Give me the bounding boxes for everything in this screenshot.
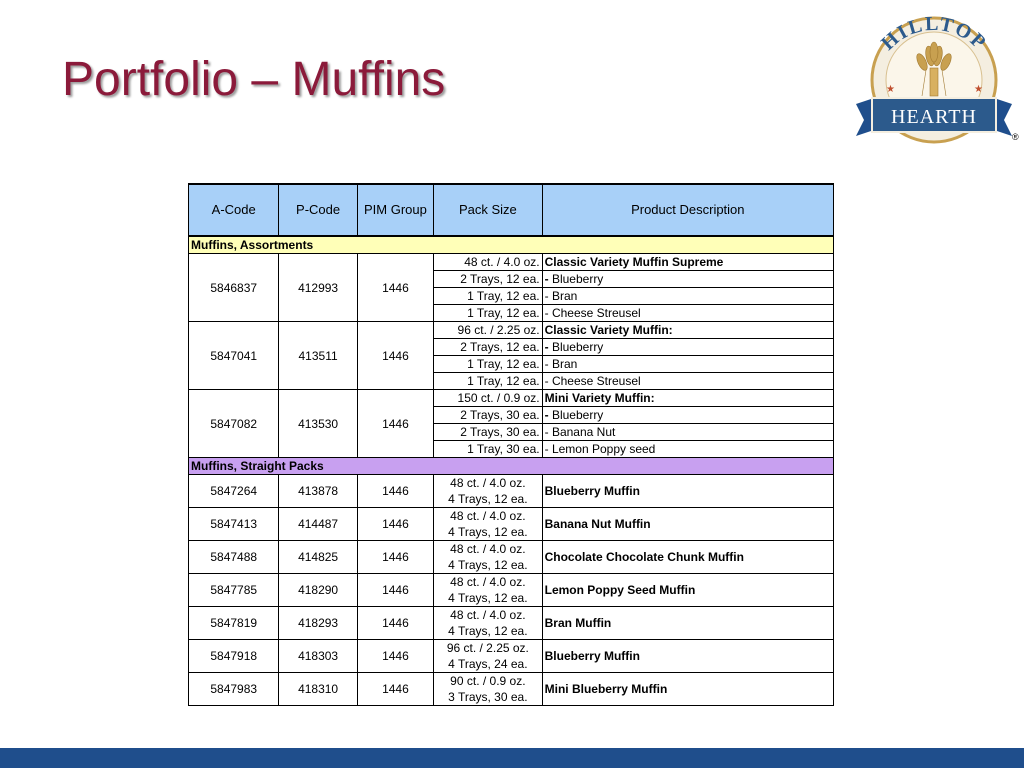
pim-group-cell: 1446	[357, 322, 433, 390]
p-code-cell: 418293	[279, 607, 357, 640]
description-cell: - Bran	[542, 356, 833, 373]
p-code-cell: 413530	[279, 390, 357, 458]
description-cell: Banana Nut Muffin	[542, 508, 833, 541]
p-code-cell: 413878	[279, 475, 357, 508]
pack-size-cell: 1 Tray, 30 ea.	[434, 441, 543, 458]
page-title: Portfolio – Muffins	[62, 53, 446, 106]
pack-size-cell: 48 ct. / 4.0 oz. 4 Trays, 12 ea.	[434, 607, 543, 640]
section-row-straight-packs	[189, 458, 834, 475]
description-cell: Blueberry Muffin	[542, 640, 833, 673]
description-cell: - Blueberry	[542, 339, 833, 356]
p-code-cell: 418310	[279, 673, 357, 706]
description-cell: Classic Variety Muffin:	[542, 322, 833, 339]
product-table	[188, 183, 834, 706]
table-row	[189, 475, 834, 508]
table-row	[189, 390, 834, 407]
section-row-assortments	[189, 236, 834, 254]
description-cell: Mini Blueberry Muffin	[542, 673, 833, 706]
table-row	[189, 322, 834, 339]
pim-group-cell: 1446	[357, 640, 433, 673]
header-product-description: Product Description	[542, 184, 833, 236]
svg-text:★: ★	[886, 84, 895, 95]
table-row	[189, 541, 834, 574]
description-cell: Mini Variety Muffin:	[542, 390, 833, 407]
table-row	[189, 508, 834, 541]
pim-group-cell: 1446	[357, 607, 433, 640]
pack-size-cell: 1 Tray, 12 ea.	[434, 356, 543, 373]
section-label: Muffins, Assortments	[189, 236, 834, 254]
pack-size-cell: 96 ct. / 2.25 oz. 4 Trays, 24 ea.	[434, 640, 543, 673]
pim-group-cell: 1446	[357, 673, 433, 706]
section-label: Muffins, Straight Packs	[189, 458, 834, 475]
pack-size-cell: 2 Trays, 12 ea.	[434, 339, 543, 356]
a-code-cell: 5847082	[189, 390, 279, 458]
pim-group-cell: 1446	[357, 574, 433, 607]
logo-bottom-text: HEARTH	[891, 106, 977, 128]
pack-size-cell: 48 ct. / 4.0 oz. 4 Trays, 12 ea.	[434, 541, 543, 574]
table-row	[189, 607, 834, 640]
a-code-cell: 5847488	[189, 541, 279, 574]
footer-bar	[0, 748, 1024, 768]
table-header-row	[189, 184, 834, 236]
table-row	[189, 640, 834, 673]
description-cell: - Blueberry	[542, 271, 833, 288]
header-p-code: P-Code	[279, 184, 357, 236]
description-cell: Chocolate Chocolate Chunk Muffin	[542, 541, 833, 574]
description-cell: - Lemon Poppy seed	[542, 441, 833, 458]
a-code-cell: 5847413	[189, 508, 279, 541]
pack-size-cell: 48 ct. / 4.0 oz. 4 Trays, 12 ea.	[434, 475, 543, 508]
description-cell: Bran Muffin	[542, 607, 833, 640]
p-code-cell: 418290	[279, 574, 357, 607]
p-code-cell: 412993	[279, 254, 357, 322]
logo-top-text: HILLTOP	[877, 12, 992, 55]
table-row	[189, 574, 834, 607]
registered-mark: ®	[1012, 132, 1019, 142]
pack-size-cell: 1 Tray, 12 ea.	[434, 288, 543, 305]
pim-group-cell: 1446	[357, 390, 433, 458]
description-cell: - Bran	[542, 288, 833, 305]
pack-size-cell: 1 Tray, 12 ea.	[434, 305, 543, 322]
description-cell: - Cheese Streusel	[542, 305, 833, 322]
a-code-cell: 5847918	[189, 640, 279, 673]
description-cell: Blueberry Muffin	[542, 475, 833, 508]
header-pack-size: Pack Size	[434, 184, 543, 236]
description-cell: Classic Variety Muffin Supreme	[542, 254, 833, 271]
table-row	[189, 254, 834, 271]
pack-size-cell: 48 ct. / 4.0 oz. 4 Trays, 12 ea.	[434, 574, 543, 607]
pack-size-cell: 48 ct. / 4.0 oz.	[434, 254, 543, 271]
a-code-cell: 5846837	[189, 254, 279, 322]
a-code-cell: 5847041	[189, 322, 279, 390]
header-pim-group: PIM Group	[357, 184, 433, 236]
pim-group-cell: 1446	[357, 541, 433, 574]
pack-size-cell: 2 Trays, 12 ea.	[434, 271, 543, 288]
table-row	[189, 673, 834, 706]
pack-size-cell: 96 ct. / 2.25 oz.	[434, 322, 543, 339]
description-cell: - Blueberry	[542, 407, 833, 424]
hilltop-hearth-logo	[846, 10, 1022, 150]
p-code-cell: 414487	[279, 508, 357, 541]
pack-size-cell: 1 Tray, 12 ea.	[434, 373, 543, 390]
pim-group-cell: 1446	[357, 508, 433, 541]
description-cell: - Banana Nut	[542, 424, 833, 441]
pack-size-cell: 48 ct. / 4.0 oz. 4 Trays, 12 ea.	[434, 508, 543, 541]
pack-size-cell: 2 Trays, 30 ea.	[434, 424, 543, 441]
header-a-code: A-Code	[189, 184, 279, 236]
pim-group-cell: 1446	[357, 254, 433, 322]
pack-size-cell: 90 ct. / 0.9 oz. 3 Trays, 30 ea.	[434, 673, 543, 706]
a-code-cell: 5847819	[189, 607, 279, 640]
p-code-cell: 414825	[279, 541, 357, 574]
p-code-cell: 413511	[279, 322, 357, 390]
a-code-cell: 5847264	[189, 475, 279, 508]
a-code-cell: 5847785	[189, 574, 279, 607]
pack-size-cell: 150 ct. / 0.9 oz.	[434, 390, 543, 407]
description-cell: - Cheese Streusel	[542, 373, 833, 390]
svg-text:★: ★	[974, 84, 983, 95]
pack-size-cell: 2 Trays, 30 ea.	[434, 407, 543, 424]
pim-group-cell: 1446	[357, 475, 433, 508]
a-code-cell: 5847983	[189, 673, 279, 706]
p-code-cell: 418303	[279, 640, 357, 673]
description-cell: Lemon Poppy Seed Muffin	[542, 574, 833, 607]
